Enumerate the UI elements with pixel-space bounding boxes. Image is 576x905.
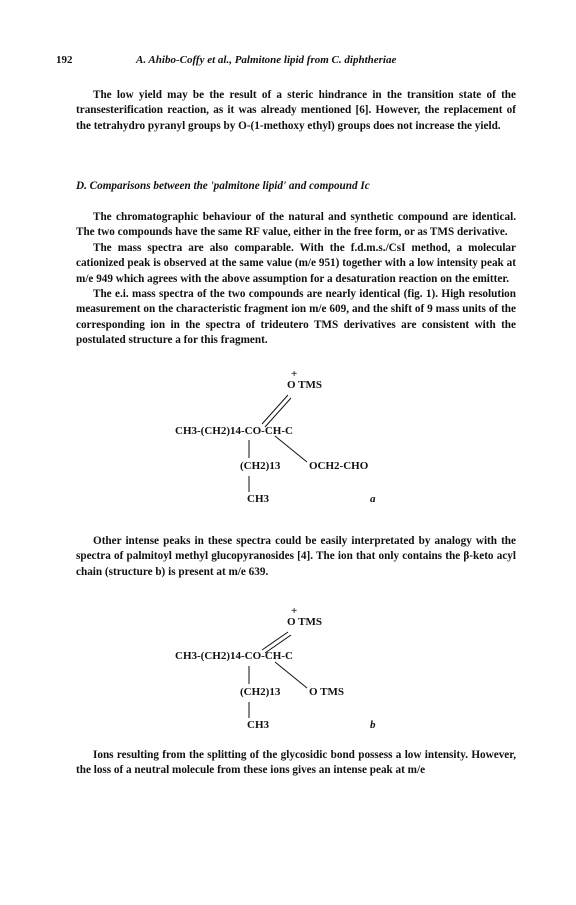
paragraph-5-text: Other intense peaks in these spectra could be easily interpretated by analogy with the spectra of palmitoyl methyl glucopyranosides [4]. The ion that only contains the β-keto acyl chain (structure b) is present at m/e 639. — [76, 535, 516, 578]
structure-a-top-group: O TMS — [287, 379, 322, 391]
paragraph-group-2 — [76, 210, 516, 349]
structure-b-main-chain: CH3-(CH2)14-CO-CH-C — [175, 650, 293, 662]
structure-b-terminal: CH3 — [247, 719, 269, 731]
paragraph-5 — [76, 534, 516, 580]
structure-a-charge: + — [291, 368, 298, 380]
structure-a-bonds — [249, 395, 307, 492]
structure-a-double-bond-2 — [265, 398, 291, 427]
paragraph-6-text: Ions resulting from the splitting of the glycosidic bond possess a low intensity. However, the loss of a neutral molecule from these ions gives an intense peak at m/e — [76, 749, 516, 777]
structure-a-side-chain: (CH2)13 — [240, 460, 281, 472]
structure-a-terminal: CH3 — [247, 493, 269, 505]
structure-b-bottom-group: O TMS — [309, 686, 344, 698]
page-number: 192 — [56, 54, 73, 66]
running-title: A. Ahibo-Coffy et al., Palmitone lipid from C. diphtheriae — [136, 54, 397, 66]
paragraph-1-text: The low yield may be the result of a steric hindrance in the transition state of the transesterification reaction, as it was already mentioned [6]. However, the replacement of the tetrahydro pyranyl groups by O-(1-methoxy ethyl) groups does not increase the yield. — [76, 89, 516, 132]
structure-b-bonds — [249, 632, 307, 718]
paragraph-2-text: The chromatographic behaviour of the natural and synthetic compound are identical. The two compounds have the same RF value, either in the free form, or as TMS derivative. — [76, 211, 516, 239]
paragraph-1 — [76, 88, 516, 134]
paragraph-3-text: The mass spectra are also comparable. With the f.d.m.s./CsI method, a molecular cationized peak is observed at the same value (m/e 951) together with a low intensity peak at m/e 949 which agrees with the above assumption for a desaturation reaction on the emitter. — [76, 241, 516, 285]
structure-b-top-group: O TMS — [287, 616, 322, 628]
structure-a-bottom-group: OCH2-CHO — [309, 460, 369, 472]
paragraph-6 — [76, 748, 516, 779]
structure-a-single-bond — [275, 436, 307, 462]
structure-b-charge: + — [291, 605, 298, 617]
structure-a-main-chain: CH3-(CH2)14-CO-CH-C — [175, 425, 293, 437]
section-heading: D. Comparisons between the 'palmitone lipid' and compound Ic — [76, 180, 370, 192]
structure-a-label: a — [370, 493, 376, 505]
structure-a-double-bond-1 — [262, 395, 288, 424]
structure-b-label: b — [370, 719, 376, 731]
structure-b-side-chain: (CH2)13 — [240, 686, 281, 698]
structure-b-single-bond — [275, 662, 307, 688]
structure-b-double-bond-1 — [262, 632, 288, 650]
paragraph-4-text: The e.i. mass spectra of the two compounds are nearly identical (fig. 1). High resolution measurement on the characteristic fragment ion m/e 609, and the shift of 9 mass units of the corresponding ion in the spectra of trideutero TMS derivatives are consistent with the postulated structure a for this fragment. — [76, 288, 516, 347]
